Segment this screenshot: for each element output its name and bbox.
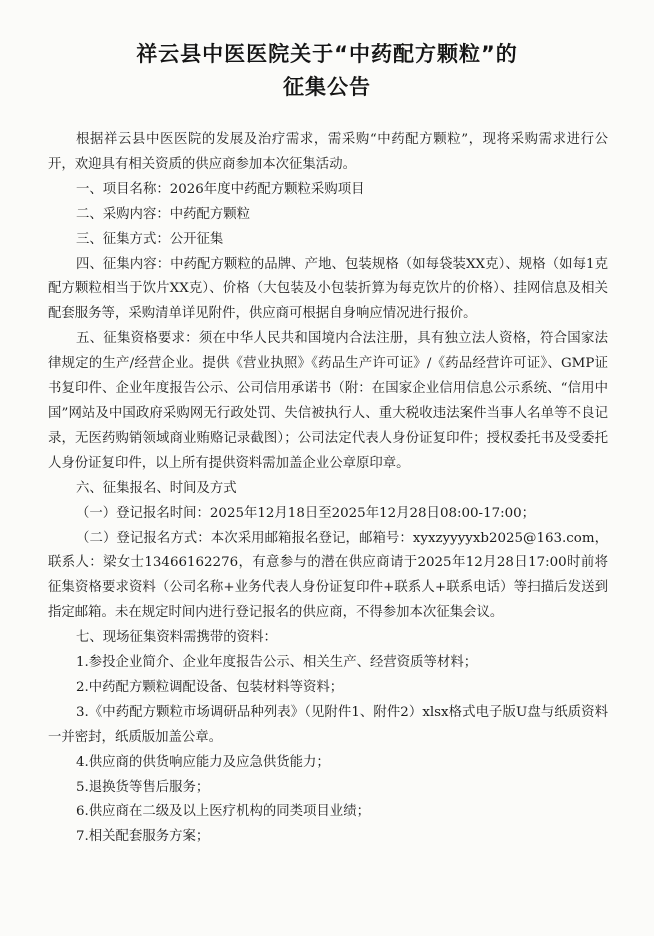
item-procurement-content: 二、采购内容：中药配方颗粒: [76, 206, 251, 222]
item-registration-method: （二）登记报名方式：本次采用邮箱报名登记，邮箱号：xyxzyyyyxb2025@163.com，联系人：梁女士13466162276，有意参与的潜在供应商请于2025年12月28日17:00时前将征集资格要求资料（公司名称+业务代表人身份证复印件+联系人+联系电话）等扫描后发送到指定邮箱。未在规定时间内进行登记报名的供应商，不得参加本次征集会议。: [48, 530, 608, 621]
material-item: 5.退换货等售后服务；: [76, 779, 210, 795]
item-collection-method: 三、征集方式：公开征集: [76, 231, 224, 247]
material-item: 6.供应商在二级及以上医疗机构的同类项目业绩；: [76, 804, 370, 820]
intro-paragraph: 根据祥云县中医医院的发展及治疗需求，需采购“中药配方颗粒”，现将采购需求进行公开，欢迎具有相关资质的供应商参加本次征集活动。: [48, 132, 608, 172]
material-item: 2.中药配方颗粒调配设备、包装材料等资料；: [76, 679, 344, 695]
material-item: 4.供应商的供货响应能力及应急供货能力；: [76, 754, 330, 770]
material-item: 1.参投企业简介、企业年度报告公示、相关生产、经营资质等材料；: [76, 655, 478, 671]
item-materials-heading: 七、现场征集资料需携带的资料：: [76, 630, 277, 646]
material-item: 7.相关配套服务方案；: [76, 829, 210, 845]
item-project-name: 一、项目名称：2026年度中药配方颗粒采购项目: [76, 181, 365, 197]
title-line-2: 征集公告: [283, 75, 371, 99]
item-registration-time: （一）登记报名时间：2025年12月18日至2025年12月28日08:00-17:00；: [76, 505, 536, 521]
title-line-1: 祥云县中医医院关于“中药配方颗粒”的: [136, 42, 518, 66]
material-item: 3.《中药配方颗粒市场调研品种列表》（见附件1、附件2）xlsx格式电子版U盘与纸质资料一并密封，纸质版加盖公章。: [48, 704, 608, 745]
item-qualification-requirements: 五、征集资格要求：须在中华人民共和国境内合法注册，具有独立法人资格，符合国家法律规定的生产/经营企业。提供《营业执照》《药品生产许可证》/《药品经营许可证》、GMP证书复印件、企业年度报告公示、公司信用承诺书（附：在国家企业信用信息公示系统、“信用中国”网站及中国政府采购网无行政处罚、失信被执行人、重大税收违法案件当事人名单等不良记录，无医药购销领域商业贿赂记录截图）；公司法定代表人身份证复印件；授权委托书及受委托人身份证复印件，以上所有提供资料需加盖企业公章原印章。: [48, 331, 608, 471]
document-title: [0, 38, 654, 104]
item-collection-content: 四、征集内容：中药配方颗粒的品牌、产地、包装规格（如每袋装XX克）、规格（如每1克配方颗粒相当于饮片XX克）、价格（大包装及小包装折算为每克饮片的价格）、挂网信息及相关配套服务等，采购清单详见附件，供应商可根据自身响应情况进行报价。: [48, 256, 608, 322]
item-registration-heading: 六、征集报名、时间及方式: [76, 480, 237, 496]
document-body: [48, 128, 608, 850]
